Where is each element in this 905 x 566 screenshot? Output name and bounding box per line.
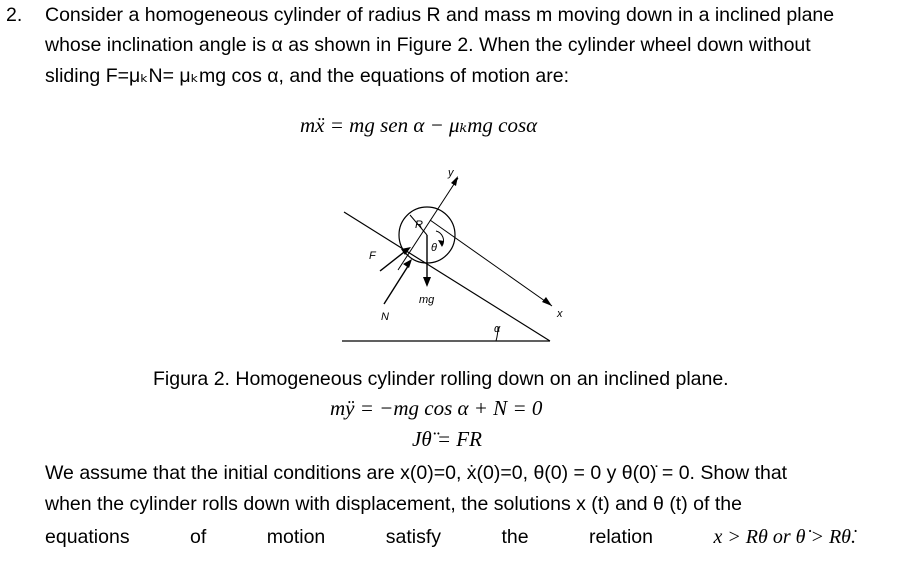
equation-motion-x: mẍ = mg sen α − μₖmg cosα bbox=[300, 113, 538, 137]
conclusion-line-2: when the cylinder rolls down with displacement, the solutions x (t) and θ (t) of the bbox=[45, 493, 742, 515]
word: the bbox=[501, 526, 529, 548]
friction-label: F bbox=[369, 250, 376, 262]
inclined-plane-figure bbox=[330, 160, 570, 350]
problem-line-2: whose inclination angle is α as shown in Figure 2. When the cylinder wheel down without bbox=[45, 34, 811, 56]
equation-rotation: Jθ̈ = FR bbox=[412, 427, 482, 451]
x-axis-label: x bbox=[557, 308, 563, 320]
incline-surface bbox=[344, 212, 550, 341]
problem-line-1: Consider a homogeneous cylinder of radius R and mass m moving down in a inclined plane bbox=[45, 4, 835, 26]
weight-arrow-icon bbox=[423, 277, 431, 287]
relation-expression: x > Rθ or θ̇ > Rθ̇. bbox=[713, 526, 856, 548]
normal-label: N bbox=[381, 311, 389, 323]
word: relation bbox=[589, 526, 653, 548]
x-axis-arrow-icon bbox=[542, 297, 552, 306]
theta-arrow-icon bbox=[438, 240, 444, 247]
problem-number: 2. bbox=[6, 4, 23, 26]
word: motion bbox=[266, 526, 326, 548]
weight-label: mg bbox=[419, 294, 435, 306]
problem-line-3: sliding F=μₖN= μₖmg cos α, and the equations of motion are: bbox=[45, 65, 570, 87]
alpha-label: α bbox=[494, 323, 501, 335]
word: of bbox=[190, 526, 207, 548]
normal-force-vector bbox=[384, 263, 410, 304]
figure-caption: Figura 2. Homogeneous cylinder rolling down on an inclined plane. bbox=[153, 368, 729, 390]
theta-label: θ bbox=[431, 242, 437, 254]
equation-motion-y: mÿ = −mg cos α + N = 0 bbox=[330, 396, 543, 420]
y-axis-label: y bbox=[448, 167, 454, 179]
conclusion-line-1: We assume that the initial conditions are x(0)=0, ẋ(0)=0, θ(0) = 0 y θ(0)̇ = 0. Show that bbox=[45, 462, 788, 484]
y-axis-line bbox=[398, 178, 458, 270]
word: equations bbox=[45, 526, 130, 548]
conclusion-line-3 bbox=[45, 522, 856, 553]
x-axis-line bbox=[430, 220, 552, 306]
word: satisfy bbox=[385, 526, 441, 548]
radius-label: R bbox=[415, 219, 423, 231]
